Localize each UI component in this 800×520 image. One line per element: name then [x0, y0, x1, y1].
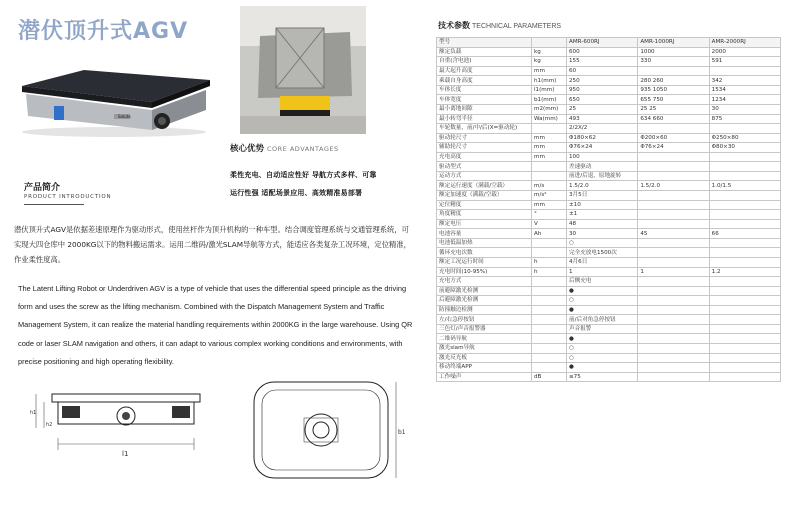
table-row: [437, 133, 781, 143]
table-cell: ●: [567, 334, 638, 344]
table-cell: 1234: [709, 95, 780, 105]
table-cell: 型号: [437, 38, 532, 48]
table-cell: [532, 363, 567, 373]
product-intro-title: 产品简介: [24, 183, 61, 193]
table-cell: [638, 315, 709, 325]
table-cell: [532, 124, 567, 134]
table-cell: [638, 363, 709, 373]
table-cell: [709, 372, 780, 382]
table-cell: [709, 219, 780, 229]
table-cell: 额定加速度（满载/空载）: [437, 191, 532, 201]
table-cell: m2(mm): [532, 104, 567, 114]
table-cell: 额定工况运行时间: [437, 257, 532, 267]
table-cell: [638, 171, 709, 181]
parameters-title-cn: 技术参数: [438, 21, 470, 30]
table-cell: 155: [567, 57, 638, 67]
table-cell: 1: [567, 267, 638, 277]
table-row: [437, 124, 781, 134]
table-cell: 最小离地间隙: [437, 104, 532, 114]
table-cell: ○: [567, 238, 638, 248]
table-cell: [532, 344, 567, 354]
table-cell: Φ76×24: [567, 143, 638, 153]
table-cell: [638, 210, 709, 220]
table-cell: [532, 353, 567, 363]
table-row: [437, 277, 781, 287]
table-cell: 车轮数量，前/中/后(X=驱动轮): [437, 124, 532, 134]
table-cell: ±10: [567, 200, 638, 210]
table-cell: [638, 66, 709, 76]
table-row: [437, 47, 781, 57]
table-cell: 乘载自身高度: [437, 76, 532, 86]
table-cell: [638, 152, 709, 162]
table-cell: [709, 257, 780, 267]
table-cell: 4月6日: [567, 257, 638, 267]
height-dimension-label: h1: [30, 410, 37, 416]
table-cell: [638, 219, 709, 229]
table-cell: 前避障激光检测: [437, 286, 532, 296]
table-cell: Φ76×24: [638, 143, 709, 153]
table-cell: [709, 66, 780, 76]
table-cell: m/s: [532, 181, 567, 191]
table-row: [437, 181, 781, 191]
table-cell: [532, 162, 567, 172]
table-cell: Φ250×80: [709, 133, 780, 143]
table-cell: [709, 296, 780, 306]
table-row: [437, 257, 781, 267]
table-row: [437, 229, 781, 239]
table-cell: [709, 248, 780, 258]
table-cell: 650: [567, 95, 638, 105]
table-cell: mm: [532, 143, 567, 153]
table-row: [437, 76, 781, 86]
table-cell: [638, 286, 709, 296]
table-cell: 额定运行速度（满载/空载）: [437, 181, 532, 191]
table-cell: [638, 372, 709, 382]
technical-parameters-table: [436, 37, 781, 382]
table-cell: 激光反光板: [437, 353, 532, 363]
table-cell: Φ80×30: [709, 143, 780, 153]
table-row: [437, 162, 781, 172]
table-row: [437, 171, 781, 181]
table-cell: 45: [638, 229, 709, 239]
table-cell: 完全充放电1500次: [567, 248, 638, 258]
table-cell: l1(mm): [532, 85, 567, 95]
table-cell: b1(mm): [532, 95, 567, 105]
table-cell: 驱动型式: [437, 162, 532, 172]
table-cell: 655 750: [638, 95, 709, 105]
table-cell: 充电高度: [437, 152, 532, 162]
table-cell: AMR-2000RJ: [709, 38, 780, 48]
table-cell: ●: [567, 286, 638, 296]
table-cell: [638, 238, 709, 248]
product-description-en: The Latent Lifting Robot or Underdriven AGV is a type of vehicle that uses the differential speed principle as the driving form and uses the screw as the lifting mechanism. Combined with the Dispatch Management System and Traffic Management System, it can realize the material handling requirements within 2000KG in the large warehouse. Using QR code or laser SLAM navigation and others, it can adapt to various complex working conditions and environments, with precise positioning and high operating flexibility.: [18, 284, 413, 366]
agv-brand-label: Salute: [118, 114, 131, 119]
agv-top-view-drawing: [244, 372, 406, 482]
table-cell: 声音报警: [567, 324, 638, 334]
table-cell: [532, 324, 567, 334]
table-cell: 二维码导航: [437, 334, 532, 344]
table-cell: [709, 363, 780, 373]
table-cell: AMR-600RJ: [567, 38, 638, 48]
table-cell: ○: [567, 344, 638, 354]
table-cell: 1.5/2.0: [638, 181, 709, 191]
table-cell: mm: [532, 66, 567, 76]
table-cell: 左/右急停按钮: [437, 315, 532, 325]
table-row: [437, 143, 781, 153]
table-cell: 493: [567, 114, 638, 124]
table-cell: [532, 171, 567, 181]
table-cell: 25 25: [638, 104, 709, 114]
table-cell: [638, 124, 709, 134]
table-cell: 三色灯/声音报警器: [437, 324, 532, 334]
table-cell: [638, 191, 709, 201]
table-row: [437, 114, 781, 124]
table-cell: 激光slam导航: [437, 344, 532, 354]
table-cell: 车体长度: [437, 85, 532, 95]
table-cell: [638, 305, 709, 315]
table-cell: 电池容量: [437, 229, 532, 239]
table-cell: [638, 324, 709, 334]
table-cell: [532, 248, 567, 258]
table-row: [437, 334, 781, 344]
table-cell: h1(mm): [532, 76, 567, 86]
table-cell: Wa(mm): [532, 114, 567, 124]
table-cell: 额定电压: [437, 219, 532, 229]
table-cell: h: [532, 267, 567, 277]
table-cell: 1.2: [709, 267, 780, 277]
table-cell: 1.5/2.0: [567, 181, 638, 191]
table-cell: [638, 353, 709, 363]
table-cell: 634 660: [638, 114, 709, 124]
table-cell: dB: [532, 372, 567, 382]
table-row: [437, 66, 781, 76]
table-cell: [709, 191, 780, 201]
table-cell: ○: [567, 296, 638, 306]
table-cell: mm: [532, 200, 567, 210]
table-cell: ±1: [567, 210, 638, 220]
table-cell: [638, 344, 709, 354]
agv-side-view-drawing: [28, 382, 224, 492]
table-cell: Ah: [532, 229, 567, 239]
core-advantage-line-1: 柔性充电、自动适应性好 导航方式多样、可靠: [230, 171, 377, 179]
table-cell: 运动方式: [437, 171, 532, 181]
table-cell: [532, 315, 567, 325]
table-cell: °: [532, 210, 567, 220]
table-cell: 自重(含电池): [437, 57, 532, 67]
table-cell: [709, 344, 780, 354]
table-row: [437, 305, 781, 315]
table-cell: 防撞触边检测: [437, 305, 532, 315]
table-cell: [532, 238, 567, 248]
product-intro-subtitle: PRODUCT INTRODUCTION: [24, 194, 112, 200]
agv-product-image: [14, 58, 214, 138]
page-title: 潜伏顶升式AGV: [18, 19, 189, 44]
agv-application-photo: [240, 6, 366, 134]
table-cell: 车体宽度: [437, 95, 532, 105]
table-cell: 充电方式: [437, 277, 532, 287]
table-cell: [709, 286, 780, 296]
table-cell: [638, 296, 709, 306]
table-cell: 30: [567, 229, 638, 239]
table-cell: 950: [567, 85, 638, 95]
width-dimension-label: b1: [398, 429, 406, 436]
table-cell: [709, 353, 780, 363]
table-cell: [709, 162, 780, 172]
table-cell: 移动终端APP: [437, 363, 532, 373]
table-cell: m/s²: [532, 191, 567, 201]
table-cell: 最大起升高度: [437, 66, 532, 76]
table-cell: 后避障激光检测: [437, 296, 532, 306]
core-advantage-line-2: 运行性强 适配场景应用、高效精准易部署: [230, 189, 363, 197]
table-cell: 591: [709, 57, 780, 67]
table-row: [437, 104, 781, 114]
table-row: [437, 152, 781, 162]
table-row: [437, 248, 781, 258]
table-cell: 工作噪声: [437, 372, 532, 382]
table-cell: 875: [709, 114, 780, 124]
table-cell: 3月5日: [567, 191, 638, 201]
table-cell: 1000: [638, 47, 709, 57]
table-cell: [638, 257, 709, 267]
table-cell: 2/2X/2: [567, 124, 638, 134]
table-row: [437, 344, 781, 354]
table-cell: 66: [709, 229, 780, 239]
table-cell: V: [532, 219, 567, 229]
table-cell: 循环充电次数: [437, 248, 532, 258]
table-cell: 后侧充电: [567, 277, 638, 287]
table-row: [437, 219, 781, 229]
table-cell: [709, 324, 780, 334]
table-cell: [638, 277, 709, 287]
table-cell: [638, 334, 709, 344]
table-cell: 25: [567, 104, 638, 114]
table-cell: [709, 124, 780, 134]
table-cell: 差速驱动: [567, 162, 638, 172]
table-row: [437, 363, 781, 373]
table-cell: 前进/后退，原地旋转: [567, 171, 638, 181]
table-cell: 330: [638, 57, 709, 67]
table-cell: AMR-1000RJ: [638, 38, 709, 48]
table-cell: [638, 200, 709, 210]
table-cell: [709, 305, 780, 315]
parameters-title-en: TECHNICAL PARAMETERS: [472, 23, 562, 30]
table-cell: [638, 162, 709, 172]
table-cell: 角度精度: [437, 210, 532, 220]
table-cell: 30: [709, 104, 780, 114]
table-cell: Φ200×60: [638, 133, 709, 143]
table-row: [437, 57, 781, 67]
table-cell: 342: [709, 76, 780, 86]
table-cell: ●: [567, 305, 638, 315]
table-row: [437, 238, 781, 248]
table-cell: mm: [532, 133, 567, 143]
table-cell: ○: [567, 353, 638, 363]
table-row: [437, 267, 781, 277]
table-cell: 2000: [709, 47, 780, 57]
table-cell: [532, 305, 567, 315]
table-cell: 1534: [709, 85, 780, 95]
product-description-cn: 潜伏顶升式AGV是依据差速原理作为驱动形式，使用丝杆作为顶升机构的一种车型。结合调度管理系统与交通管理系统，可实现大四仓库中 2000KG以下的物料搬运需求。运用二维码/激光SLAM导航等方式，能适应各类复杂工况环境，定位精准，作业柔性度高。: [14, 225, 411, 264]
table-cell: 280 260: [638, 76, 709, 86]
table-cell: 935 1050: [638, 85, 709, 95]
core-advantages-title-en: CORE ADVANTAGES: [267, 145, 339, 153]
table-cell: [709, 200, 780, 210]
table-cell: 48: [567, 219, 638, 229]
table-cell: kg: [532, 47, 567, 57]
table-cell: 1.0/1.5: [709, 181, 780, 191]
table-row: [437, 372, 781, 382]
table-cell: 驱动轮尺寸: [437, 133, 532, 143]
table-cell: [532, 38, 567, 48]
table-cell: kg: [532, 57, 567, 67]
table-cell: [709, 171, 780, 181]
table-row: [437, 191, 781, 201]
table-cell: mm: [532, 152, 567, 162]
table-row: [437, 353, 781, 363]
table-cell: h: [532, 257, 567, 267]
table-cell: [709, 277, 780, 287]
table-row: [437, 315, 781, 325]
table-cell: 辅助轮尺寸: [437, 143, 532, 153]
table-cell: [709, 238, 780, 248]
table-cell: [532, 334, 567, 344]
intro-divider: [24, 204, 84, 205]
table-row: [437, 38, 781, 48]
table-cell: [709, 334, 780, 344]
table-cell: 1: [638, 267, 709, 277]
table-cell: [709, 315, 780, 325]
table-row: [437, 210, 781, 220]
lift-height-dimension-label: h2: [46, 422, 53, 428]
parameters-title: [438, 20, 561, 31]
table-cell: [532, 277, 567, 287]
table-cell: 定位精度: [437, 200, 532, 210]
table-row: [437, 200, 781, 210]
table-cell: [709, 152, 780, 162]
length-dimension-label: l1: [122, 450, 129, 458]
table-cell: 100: [567, 152, 638, 162]
table-row: [437, 296, 781, 306]
core-advantages-title-cn: 核心优势: [230, 144, 265, 154]
table-row: [437, 95, 781, 105]
table-cell: 额定负载: [437, 47, 532, 57]
table-cell: 电池低温加热: [437, 238, 532, 248]
table-cell: ●: [567, 363, 638, 373]
table-cell: 250: [567, 76, 638, 86]
table-cell: [532, 286, 567, 296]
table-row: [437, 324, 781, 334]
core-advantages-title: [230, 142, 339, 154]
table-cell: ≤75: [567, 372, 638, 382]
table-cell: 600: [567, 47, 638, 57]
table-cell: [638, 248, 709, 258]
table-row: [437, 286, 781, 296]
table-cell: 前/后对角急停按钮: [567, 315, 638, 325]
table-cell: [532, 296, 567, 306]
table-cell: 60: [567, 66, 638, 76]
table-cell: 最小转弯半径: [437, 114, 532, 124]
table-row: [437, 85, 781, 95]
table-cell: Φ180×62: [567, 133, 638, 143]
table-cell: [709, 210, 780, 220]
table-cell: 充电时间(10-95%): [437, 267, 532, 277]
